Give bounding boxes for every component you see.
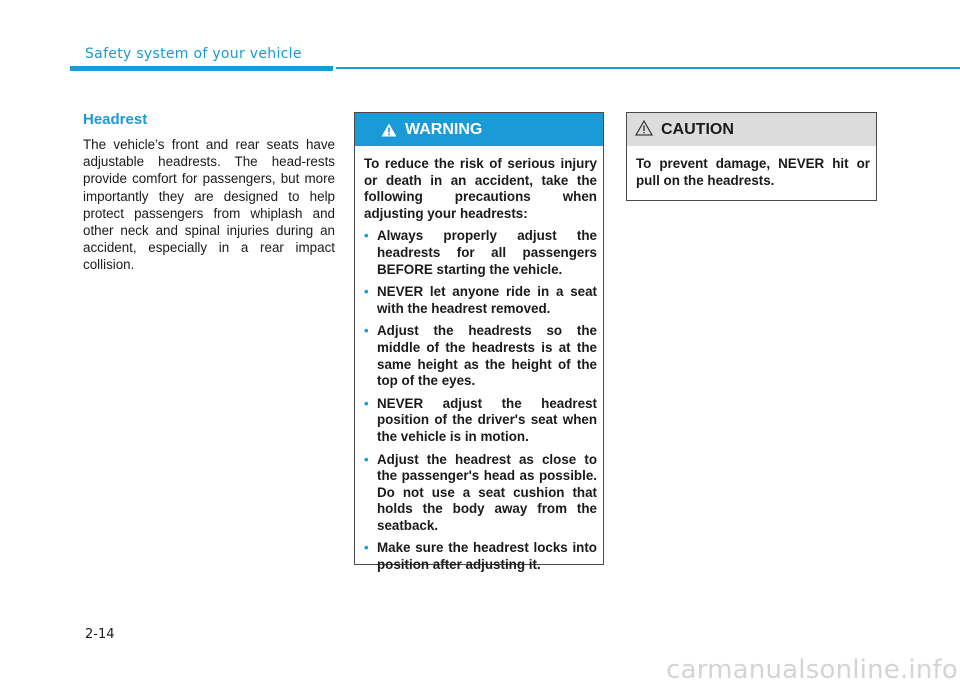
bullet-icon: • xyxy=(364,228,369,244)
warning-content xyxy=(355,146,603,574)
section-title: Safety system of your vehicle xyxy=(85,46,302,62)
headrest-paragraph: The vehicle’s front and rear seats have adjustable headrests. The head-rests provide comfort for passengers, but more importantly they are designed to help protect passengers from whiplash and other neck and spinal injuries during an accident, especially in a rear impact collision. xyxy=(83,137,335,273)
headrest-heading: Headrest xyxy=(83,111,148,128)
warning-list-item: • Adjust the headrest as close to the passenger's head as possible. Do not use a seat cushion that holds the body away from the seatback. xyxy=(364,451,597,533)
warning-list-item: • NEVER adjust the headrest position of the driver's seat when the vehicle is in motion. xyxy=(364,395,597,444)
caution-text: To prevent damage, NEVER hit or pull on the headrests. xyxy=(636,156,870,188)
warning-list-item: • Make sure the headrest locks into position after adjusting it. xyxy=(364,540,597,573)
bullet-icon: • xyxy=(364,395,369,411)
caution-triangle-icon xyxy=(635,120,653,136)
caution-box xyxy=(626,112,877,201)
header-rule-thin xyxy=(336,67,960,69)
warning-header xyxy=(355,113,603,146)
warning-box xyxy=(354,112,604,573)
caution-header xyxy=(627,113,876,146)
warning-list-item: • NEVER let anyone ride in a seat with the headrest removed. xyxy=(364,284,597,316)
warning-list-item: • Adjust the headrests so the middle of the headrests is at the same height as the height of the top of the eyes. xyxy=(364,323,597,389)
bullet-icon: • xyxy=(364,540,369,556)
bullet-icon: • xyxy=(364,323,369,339)
bullet-icon: • xyxy=(364,451,369,467)
caution-title: CAUTION xyxy=(661,120,734,138)
warning-title: WARNING xyxy=(405,120,483,138)
warning-list-item: • Always properly adjust the headrests for all passengers BEFORE starting the vehicle. xyxy=(364,228,597,277)
warning-list xyxy=(364,228,597,573)
warning-intro: To reduce the risk of serious injury or death in an accident, take the following precautions when adjusting your headrests: xyxy=(364,156,597,221)
bullet-icon: • xyxy=(364,284,369,300)
warning-triangle-icon xyxy=(381,123,397,137)
watermark: carmanualsonline.info xyxy=(666,655,958,685)
header-rule-thick xyxy=(70,66,333,71)
page-number: 2-14 xyxy=(85,627,115,642)
